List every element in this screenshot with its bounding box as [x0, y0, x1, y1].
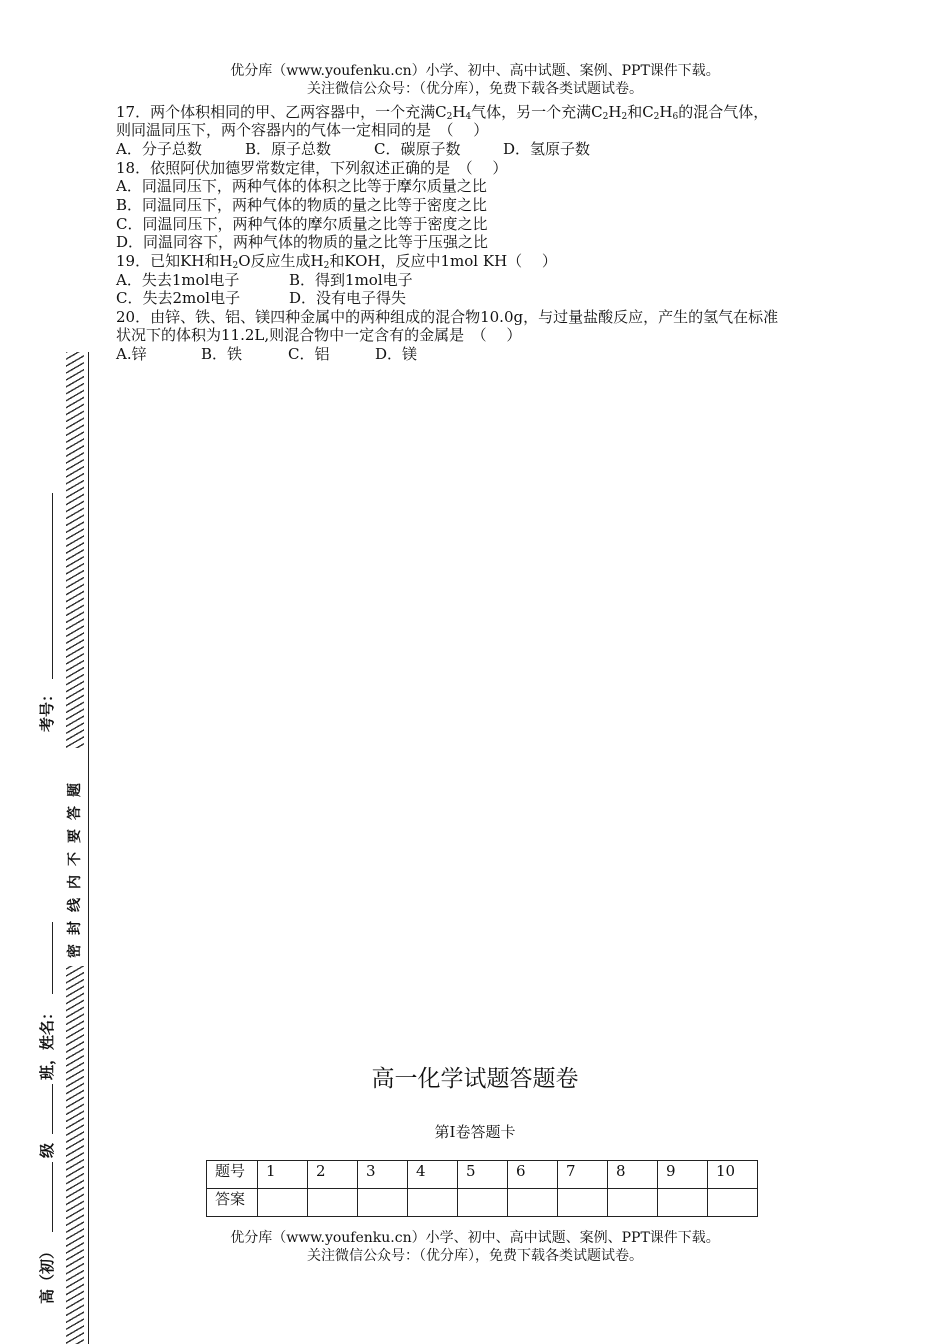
q18-option-a: A．同温同压下，两种气体的体积之比等于摩尔质量之比 — [116, 177, 487, 195]
q19-options-row-2 — [116, 289, 406, 307]
q19-option-d: D．没有电子得失 — [289, 289, 407, 307]
answer-table — [206, 1160, 758, 1217]
binding-margin — [30, 352, 92, 1344]
q20-line-2: 状况下的体积为11.2L,则混合物中一定含有的金属是 （ ） — [116, 326, 522, 344]
q17-option-d: D．氢原子数 — [503, 140, 591, 158]
name-blank[interactable] — [52, 922, 53, 994]
answer-table-row-answers — [207, 1189, 758, 1217]
q17-line-1: 17．两个体积相同的甲、乙两容器中，一个充满$C_2H_4$气体，另一个充满$C_2H_2$和$C_2H_6$的混合气体， — [116, 103, 769, 122]
q20-option-a: A.锌 — [116, 345, 147, 363]
question-number-cell: 6 — [508, 1161, 558, 1189]
q20-option-d: D．镁 — [375, 345, 418, 363]
level-label: 级 — [38, 1142, 56, 1158]
q20-option-b: B．铁 — [201, 345, 243, 363]
question-number-cell: 1 — [258, 1161, 308, 1189]
header-line-2: 关注微信公众号：（优分库），免费下载各类试题试卷。 — [307, 81, 643, 97]
q18-option-b: B．同温同压下，两种气体的物质的量之比等于密度之比 — [116, 196, 488, 214]
q19-option-c: C．失去2mol电子 — [116, 289, 241, 307]
seal-hatch-right — [66, 352, 84, 748]
answer-cell[interactable] — [708, 1189, 758, 1217]
question-number-cell: 9 — [658, 1161, 708, 1189]
q19-stem: 19．已知KH和$H_2O$反应生成$H_2$和KOH，反应中1mol KH（ ） — [116, 252, 557, 271]
binding-info-row — [32, 352, 58, 1344]
question-number-cell: 10 — [708, 1161, 758, 1189]
exam-no-blank[interactable] — [52, 493, 53, 679]
seal-warning: 密封线内不要答题 — [67, 774, 83, 958]
answer-cell[interactable] — [308, 1189, 358, 1217]
row-header-number: 题号 — [207, 1161, 258, 1189]
q19-options-row-1 — [116, 271, 413, 289]
answer-cell[interactable] — [508, 1189, 558, 1217]
q17-option-b: B．原子总数 — [245, 140, 332, 158]
q18-stem: 18．依照阿伏加德罗常数定律，下列叙述正确的是 （ ） — [116, 159, 508, 177]
grade-blank[interactable] — [52, 1162, 53, 1232]
answer-cell[interactable] — [608, 1189, 658, 1217]
binding-warning-row — [60, 352, 86, 1344]
binding-text — [30, 352, 92, 1344]
exam-no-label: 考号： — [38, 686, 56, 732]
q17-options — [116, 140, 590, 158]
question-number-cell: 2 — [308, 1161, 358, 1189]
q17-option-a: A．分子总数 — [116, 140, 202, 158]
q18-option-d: D．同温同容下，两种气体的物质的量之比等于压强之比 — [116, 233, 489, 251]
seal-hatch-left — [66, 966, 84, 1344]
answer-cell[interactable] — [658, 1189, 708, 1217]
footer-line-2: 关注微信公众号：（优分库），免费下载各类试题试卷。 — [307, 1248, 643, 1264]
answer-cell[interactable] — [458, 1189, 508, 1217]
q19-option-a: A．失去1mol电子 — [116, 271, 240, 289]
answer-cell[interactable] — [558, 1189, 608, 1217]
q20-line-1: 20．由锌、铁、铝、镁四种金属中的两种组成的混合物10.0g，与过量盐酸反应，产生的氢气在标准 — [116, 308, 779, 326]
q19-option-b: B．得到1mol电子 — [289, 271, 413, 289]
q17-line-2: 则同温同压下，两个容器内的气体一定相同的是 （ ） — [116, 121, 489, 139]
q20-option-c: C．铝 — [288, 345, 330, 363]
q17-option-c: C．碳原子数 — [374, 140, 461, 158]
answer-cell[interactable] — [408, 1189, 458, 1217]
q18-option-c: C．同温同压下，两种气体的摩尔质量之比等于密度之比 — [116, 215, 488, 233]
question-number-cell: 4 — [408, 1161, 458, 1189]
q20-options — [116, 345, 417, 363]
class-name-label: 班，姓名： — [38, 1004, 56, 1080]
row-header-answer: 答案 — [207, 1189, 258, 1217]
question-number-cell: 8 — [608, 1161, 658, 1189]
grade-label: 高（初） — [38, 1243, 56, 1304]
footer-line-1: 优分库（www.youfenku.cn）小学、初中、高中试题、案例、PPT课件下载。 — [230, 1230, 720, 1246]
binding-border-line — [88, 352, 89, 1344]
answer-cell[interactable] — [258, 1189, 308, 1217]
answer-sheet-title: 高一化学试题答题卷 — [371, 1066, 579, 1092]
header-line-1: 优分库（www.youfenku.cn）小学、初中、高中试题、案例、PPT课件下载。 — [230, 63, 720, 79]
answer-cell[interactable] — [358, 1189, 408, 1217]
question-number-cell: 7 — [558, 1161, 608, 1189]
question-number-cell: 3 — [358, 1161, 408, 1189]
question-number-cell: 5 — [458, 1161, 508, 1189]
answer-table-row-numbers — [207, 1161, 758, 1189]
answer-sheet-subtitle: 第Ⅰ卷答题卡 — [434, 1123, 516, 1141]
